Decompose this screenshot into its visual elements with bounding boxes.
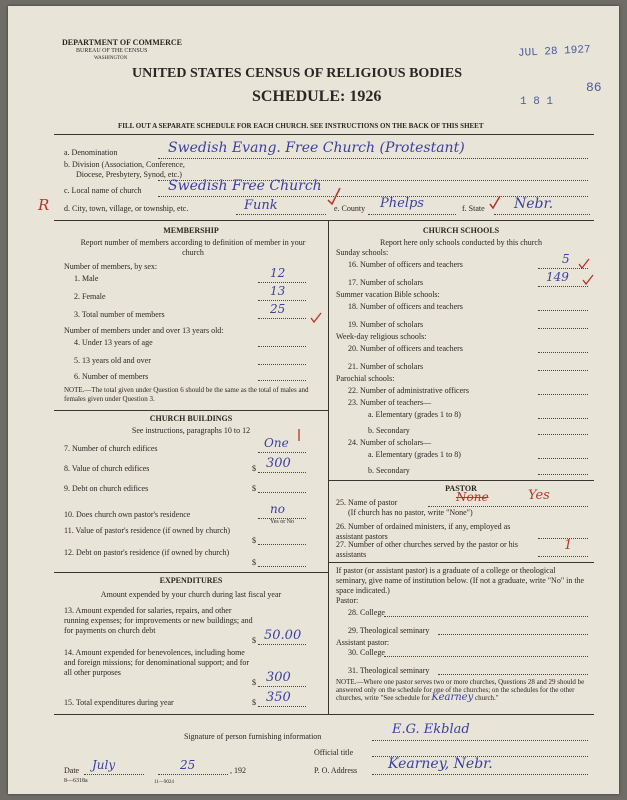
q13-label: 13. Amount expended for salaries, repairs, and other running expenses; for improvements or new buildings; and for payments on church debt	[64, 606, 253, 635]
q28-label: 28. College	[348, 608, 385, 617]
assistant-sub-label: Assistant pastor:	[336, 638, 390, 647]
column-divider	[328, 220, 329, 714]
q12-line	[258, 566, 306, 567]
q8-line	[258, 472, 306, 473]
expenditures-intro: Amount expended by your church during last fiscal year	[100, 590, 282, 599]
q1-label: 1. Male	[74, 274, 99, 283]
summer-label: Summer vacation Bible schools:	[336, 290, 440, 299]
membership-intro: Report number of members according to definition of member in your church	[80, 238, 306, 257]
q25-value-2: Yes	[528, 488, 550, 503]
state-value: Nebr.	[514, 196, 554, 212]
q17-value: 149	[546, 270, 569, 284]
q20-label: 20. Number of officers and teachers	[348, 344, 463, 353]
q18-label: 18. Number of officers and teachers	[348, 302, 463, 311]
q24a-label: a. Elementary (grades 1 to 8)	[368, 450, 461, 459]
q26-label: 26. Number of ordained ministers, if any, employed as assistant pastors	[336, 522, 511, 541]
form-number-2: 11—9024	[154, 780, 174, 785]
q23-label: 23. Number of teachers—	[348, 398, 432, 407]
q5-label: 5. 13 years old and over	[74, 356, 151, 365]
q7-label: 7. Number of church edifices	[64, 444, 158, 453]
date-label: Date	[64, 766, 80, 775]
q9-label: 9. Debt on church edifices	[64, 484, 149, 493]
q18-line	[538, 310, 588, 311]
q27-line	[538, 556, 588, 557]
pastor-note-value: Kearney	[431, 692, 474, 703]
expenditures-title: EXPENDITURES	[159, 576, 223, 585]
q3-line	[258, 318, 306, 319]
q24a-line	[538, 458, 588, 459]
red-check-icon	[310, 312, 322, 324]
q25-value: None	[456, 490, 489, 504]
q15-label: 15. Total expenditures during year	[64, 698, 174, 707]
q10-label: 10. Does church own pastor's residence	[64, 510, 191, 519]
county-line	[368, 214, 456, 215]
q2-value: 13	[270, 284, 286, 298]
divider	[54, 134, 594, 135]
pastor-note-end: church."	[475, 694, 499, 702]
pastor-sub-label: Pastor:	[336, 596, 359, 605]
division-label-2: Diocese, Presbytery, Synod, etc.)	[76, 170, 182, 179]
q1-line	[258, 282, 306, 283]
dollar-sign: $	[252, 464, 256, 473]
q2-label: 2. Female	[74, 292, 106, 301]
date-year: , 192	[230, 766, 246, 775]
buildings-title: CHURCH BUILDINGS	[149, 414, 233, 423]
q31-label: 31. Theological seminary	[348, 666, 430, 675]
q30-label: 30. College	[348, 648, 385, 657]
q23a-line	[538, 418, 588, 419]
red-check-icon	[582, 274, 594, 286]
q30-line	[384, 656, 588, 657]
q25-line	[428, 506, 588, 507]
schools-title: CHURCH SCHOOLS	[422, 226, 500, 235]
form-number: 8—6318a	[64, 778, 88, 784]
q2-line	[258, 300, 306, 301]
q23a-label: a. Elementary (grades 1 to 8)	[368, 410, 461, 419]
q13-line	[258, 644, 306, 645]
q7-line	[258, 452, 306, 453]
local-name-label: c. Local name of church	[64, 186, 142, 195]
dollar-sign: $	[252, 558, 256, 567]
divider	[54, 714, 594, 715]
q15-line	[258, 706, 306, 707]
city-value: Funk	[244, 198, 278, 213]
q19-label: 19. Number of scholars	[348, 320, 424, 329]
q14-value: 300	[266, 670, 291, 685]
division-label-1: b. Division (Association, Conference,	[64, 160, 185, 169]
q8-value: 300	[266, 456, 291, 471]
q11-line	[258, 544, 306, 545]
divider	[54, 410, 328, 411]
q21-label: 21. Number of scholars	[348, 362, 424, 371]
q25-sub: (If church has no pastor, write "None")	[348, 508, 473, 517]
dept-name: DEPARTMENT OF COMMERCE	[62, 38, 183, 47]
q23b-line	[538, 434, 588, 435]
bureau-name: BUREAU OF THE CENSUS	[76, 48, 148, 54]
q14-line	[258, 686, 306, 687]
red-check-icon	[326, 186, 342, 206]
q27-value: 1	[564, 538, 573, 553]
po-address-label: P. O. Address	[314, 766, 358, 775]
po-address-value: Kearney, Nebr.	[388, 756, 493, 772]
form-subtitle: SCHEDULE: 1926	[252, 88, 382, 105]
q20-line	[538, 352, 588, 353]
divider	[328, 480, 594, 481]
denomination-line	[158, 158, 588, 159]
q17-label: 17. Number of scholars	[348, 278, 424, 287]
q6-line	[258, 380, 306, 381]
county-value: Phelps	[380, 196, 424, 211]
divider	[54, 572, 328, 573]
age-intro: Number of members under and over 13 years old:	[64, 326, 224, 335]
divider	[54, 220, 594, 221]
pastor-note	[336, 678, 590, 702]
parochial-label: Parochial schools:	[336, 374, 395, 383]
q9-line	[258, 492, 306, 493]
q4-line	[258, 346, 306, 347]
divider	[328, 562, 594, 563]
red-tick-icon	[294, 428, 304, 442]
q26-line	[538, 538, 588, 539]
stamp-number: 86	[586, 80, 602, 95]
q16-value: 5	[562, 252, 570, 266]
schools-intro: Report here only schools conducted by this church	[380, 238, 542, 247]
dollar-sign: $	[252, 636, 256, 645]
state-line	[494, 214, 590, 215]
q22-line	[538, 394, 588, 395]
q3-label: 3. Total number of members	[74, 310, 165, 319]
dollar-sign: $	[252, 536, 256, 545]
dollar-sign: $	[252, 698, 256, 707]
census-schedule-paper	[8, 6, 619, 794]
q22-label: 22. Number of administrative officers	[348, 386, 469, 395]
q31-line	[438, 674, 588, 675]
q6-label: 6. Number of members	[74, 372, 149, 381]
red-check-icon	[488, 194, 502, 210]
q17-line	[538, 286, 588, 287]
q8-label: 8. Value of church edifices	[64, 464, 150, 473]
q4-label: 4. Under 13 years of age	[74, 338, 153, 347]
denomination-label: a. Denomination	[64, 148, 118, 157]
signature-label: Signature of person furnishing information	[184, 732, 322, 741]
q25-label: 25. Name of pastor	[336, 498, 398, 507]
q11-label: 11. Value of pastor's residence (if owned by church)	[64, 526, 231, 535]
signature-value: E.G. Ekblad	[392, 722, 470, 737]
date-day-line	[158, 774, 228, 775]
q13-value: 50.00	[264, 628, 302, 643]
dollar-sign: $	[252, 484, 256, 493]
q28-line	[384, 616, 588, 617]
pastor-note-text: NOTE.—Where one pastor serves two or more churches, Questions 28 and 29 should be answered only on the schedule for one of the churches; on the schedules for the other churches, write "See schedule for	[336, 678, 585, 702]
signature-line	[372, 740, 588, 741]
city-line	[236, 214, 326, 215]
q29-label: 29. Theological seminary	[348, 626, 430, 635]
q15-value: 350	[266, 690, 291, 705]
q27-label: 27. Number of other churches served by the pastor or his assistants	[336, 540, 518, 559]
official-title-label: Official title	[314, 748, 354, 757]
dollar-sign: $	[252, 678, 256, 687]
form-title: UNITED STATES CENSUS OF RELIGIOUS BODIES	[132, 66, 463, 81]
date-month-line	[84, 774, 144, 775]
q29-line	[438, 634, 588, 635]
graduate-note: If pastor (or assistant pastor) is a graduate of a college or theological seminary, give name of institution below. (If not a graduate, write "No" in the space indicated.)	[336, 566, 585, 595]
pastor-title: PASTOR	[445, 484, 477, 493]
by-sex-label: Number of members, by sex:	[64, 262, 158, 271]
q10-value: no	[270, 502, 285, 516]
city-label: d. City, town, village, or township, etc.	[64, 204, 189, 213]
local-name-value: Swedish Free Church	[168, 178, 322, 194]
denomination-value: Swedish Evang. Free Church (Protestant)	[168, 140, 465, 156]
po-address-line	[372, 774, 588, 775]
q7-value: One	[264, 436, 289, 450]
date-month: July	[92, 758, 116, 772]
q21-line	[538, 370, 588, 371]
q19-line	[538, 328, 588, 329]
q5-line	[258, 364, 306, 365]
received-date-stamp: JUL 28 1927	[517, 44, 591, 60]
q24-label: 24. Number of scholars—	[348, 438, 432, 447]
buildings-instr: See instructions, paragraphs 10 to 12	[131, 426, 251, 435]
q23b-label: b. Secondary	[368, 426, 410, 435]
instruction-line: FILL OUT A SEPARATE SCHEDULE FOR EACH CHURCH. SEE INSTRUCTIONS ON THE BACK OF THIS SHEET	[118, 122, 484, 130]
county-label: e. County	[334, 204, 366, 213]
q1-value: 12	[270, 266, 286, 280]
city-name: WASHINGTON	[94, 56, 128, 61]
q24b-line	[538, 474, 588, 475]
state-label: f. State	[462, 204, 485, 213]
stamp-code: 1 8 1	[520, 96, 554, 108]
date-day: 25	[180, 758, 196, 772]
membership-title: MEMBERSHIP	[163, 226, 219, 235]
r-mark: R	[38, 196, 50, 214]
q3-value: 25	[270, 302, 286, 316]
red-check-icon	[578, 258, 590, 270]
q14-label: 14. Amount expended for benevolences, including home and foreign missions; for denominational support; and for all other purposes	[64, 648, 250, 677]
q16-label: 16. Number of officers and teachers	[348, 260, 463, 269]
yes-no-hint: Yes or No	[270, 519, 295, 525]
q12-label: 12. Debt on pastor's residence (if owned by church)	[64, 548, 230, 557]
sunday-label: Sunday schools:	[336, 248, 389, 257]
membership-note: NOTE.—The total given under Question 6 should be the same as the total of males and females given under Question 3.	[64, 386, 309, 403]
q24b-label: b. Secondary	[368, 466, 410, 475]
weekday-label: Week-day religious schools:	[336, 332, 427, 341]
